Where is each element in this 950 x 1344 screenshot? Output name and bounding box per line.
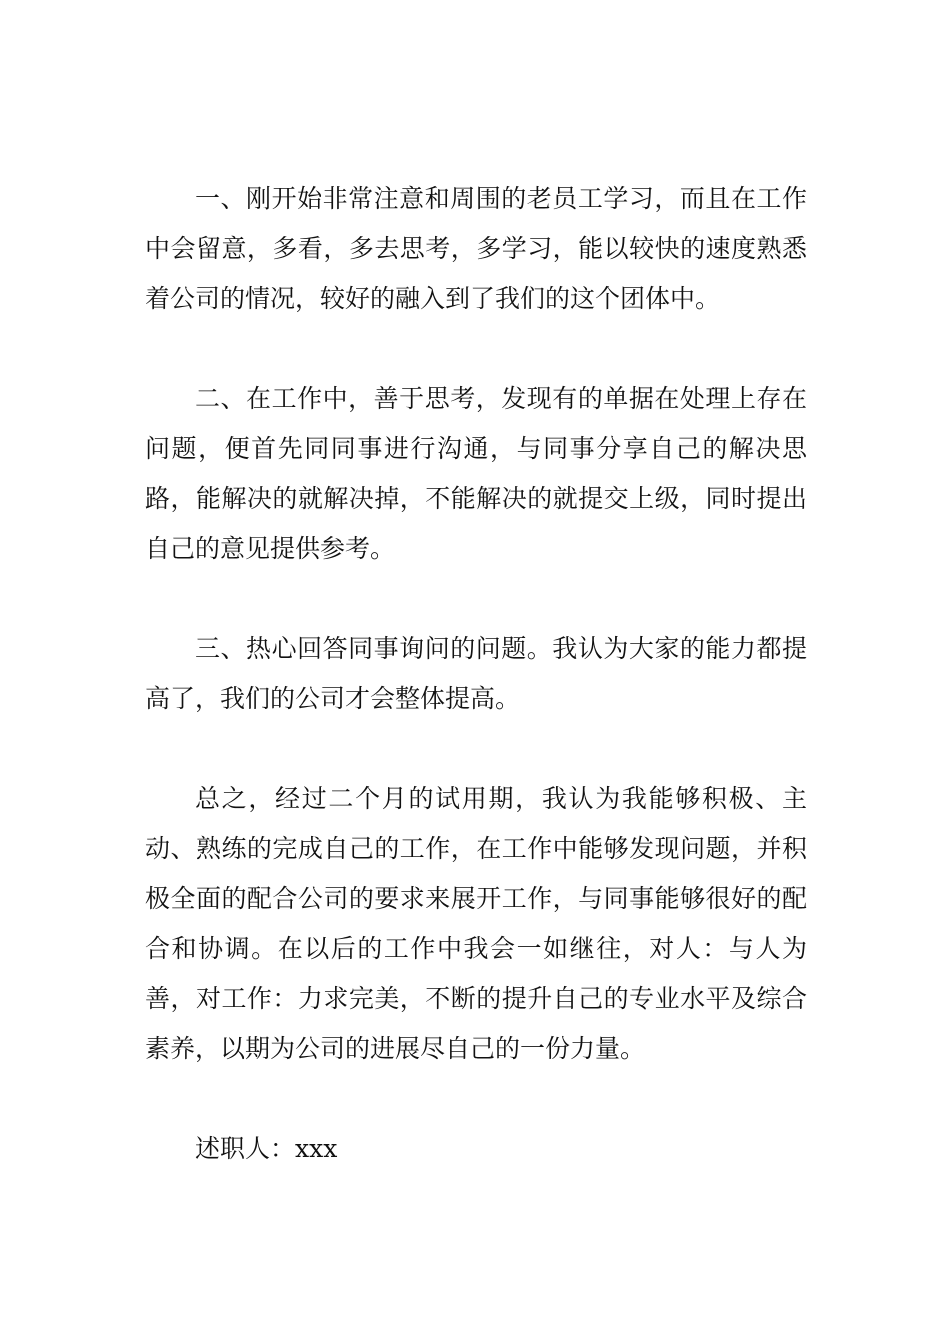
paragraph-2: 二、在工作中，善于思考，发现有的单据在处理上存在问题，便首先同同事进行沟通，与同事分享自己的解决思路，能解决的就解决掉，不能解决的就提交上级，同时提出自己的意见提供参考。 [145, 384, 807, 563]
signature-line: 述职人：xxx [195, 1134, 338, 1163]
paragraph-spacer [145, 1074, 807, 1124]
paragraph-spacer [145, 324, 807, 374]
paragraph-spacer [145, 724, 807, 774]
paragraph-3: 三、热心回答同事询问的问题。我认为大家的能力都提高了，我们的公司才会整体提高。 [145, 634, 807, 713]
paragraph-spacer [145, 574, 807, 624]
paragraph-1: 一、刚开始非常注意和周围的老员工学习，而且在工作中会留意，多看，多去思考，多学习，能以较快的速度熟悉着公司的情况，较好的融入到了我们的这个团体中。 [145, 184, 807, 313]
document-body [145, 174, 807, 1174]
paragraph-4: 总之，经过二个月的试用期，我认为我能够积极、主动、熟练的完成自己的工作，在工作中能够发现问题，并积极全面的配合公司的要求来展开工作，与同事能够很好的配合和协调。在以后的工作中我会一如继往，对人：与人为善，对工作：力求完美，不断的提升自己的专业水平及综合素养，以期为公司的进展尽自己的一份力量。 [145, 784, 807, 1063]
